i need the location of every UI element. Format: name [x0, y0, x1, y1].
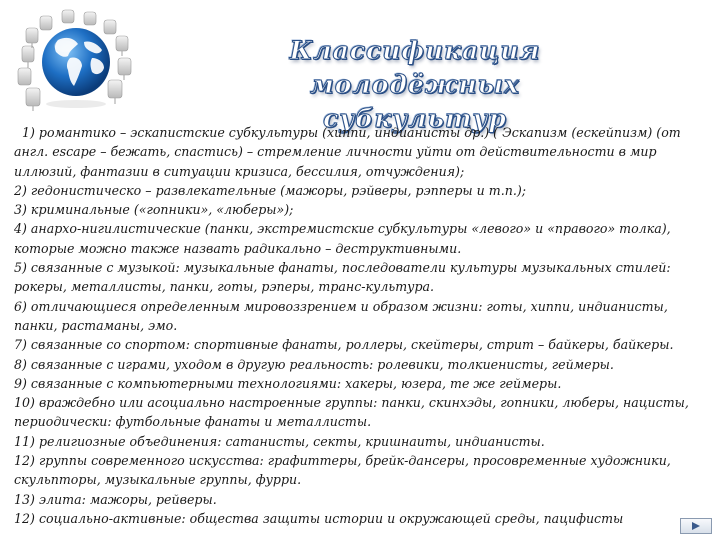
list-item: 6) отличающиеся определенным мировоззрением и образом жизни: готы, хиппи, индианисты, панки, растаманы, эмо. — [14, 298, 668, 333]
slide-title — [205, 34, 625, 136]
list-item: 12) группы современного искусства: графиттеры, брейк-дансеры, просовременные художники, скульпторы, музыкальные группы, фурри. — [14, 453, 671, 488]
slide-navigation — [680, 518, 712, 534]
title-line-1: Классификация молодёжных — [289, 36, 541, 99]
slide-body — [14, 123, 714, 528]
list-item: 7) связанные со спортом: спортивные фанаты, роллеры, скейтеры, стрит – байкеры, байкеры. — [14, 337, 674, 353]
globe-with-chairs-logo — [12, 6, 140, 114]
next-slide-button[interactable] — [680, 518, 712, 534]
list-item: 11) религиозные объединения: сатанисты, секты, кришнаиты, индианисты. — [14, 433, 545, 449]
title-line-2: субкультур — [323, 104, 507, 133]
list-item: 10) враждебно или асоциально настроенные группы: панки, скинхэды, гопники, люберы, нацисты, периодически: футбольные фанаты и металлисты. — [14, 395, 689, 430]
next-slide-arrow-icon — [689, 521, 703, 531]
list-item: 3) криминальные («гопники», «люберы»); — [14, 202, 294, 218]
list-item: 8) связанные с играми, уходом в другую реальность: ролевики, толкиенисты, геймеры. — [14, 356, 614, 372]
list-item: 4) анархо-нигилистические (панки, экстремистские субкультуры «левого» и «правого» толка), которые можно также назвать радикально – деструктивными. — [14, 221, 671, 256]
list-item: 5) связанные с музыкой: музыкальные фанаты, последователи культуры музыкальных стилей: рокеры, металлисты, панки, готы, рэперы, транс-культура. — [14, 260, 671, 295]
list-item: 9) связанные с компьютерными технологиями: хакеры, юзера, те же геймеры. — [14, 375, 562, 391]
list-item: 12) социально-активные: общества защиты истории и окружающей среды, пацифисты — [14, 510, 624, 526]
list-item: 2) гедонистическо – развлекательные (мажоры, рэйверы, рэпперы и т.п.); — [14, 182, 526, 198]
list-item: 13) элита: мажоры, рейверы. — [14, 491, 217, 507]
list-item: 1) романтико – эскапистские субкультуры (хиппи, индианисты др.) ( Эскапизм (ескейпизм) (от англ. escape – бежать, спастись) – стремление личности уйти от действительности в мир иллюзий, фантазии в ситуации кризиса, бессилия, отчуждения); — [14, 125, 681, 179]
